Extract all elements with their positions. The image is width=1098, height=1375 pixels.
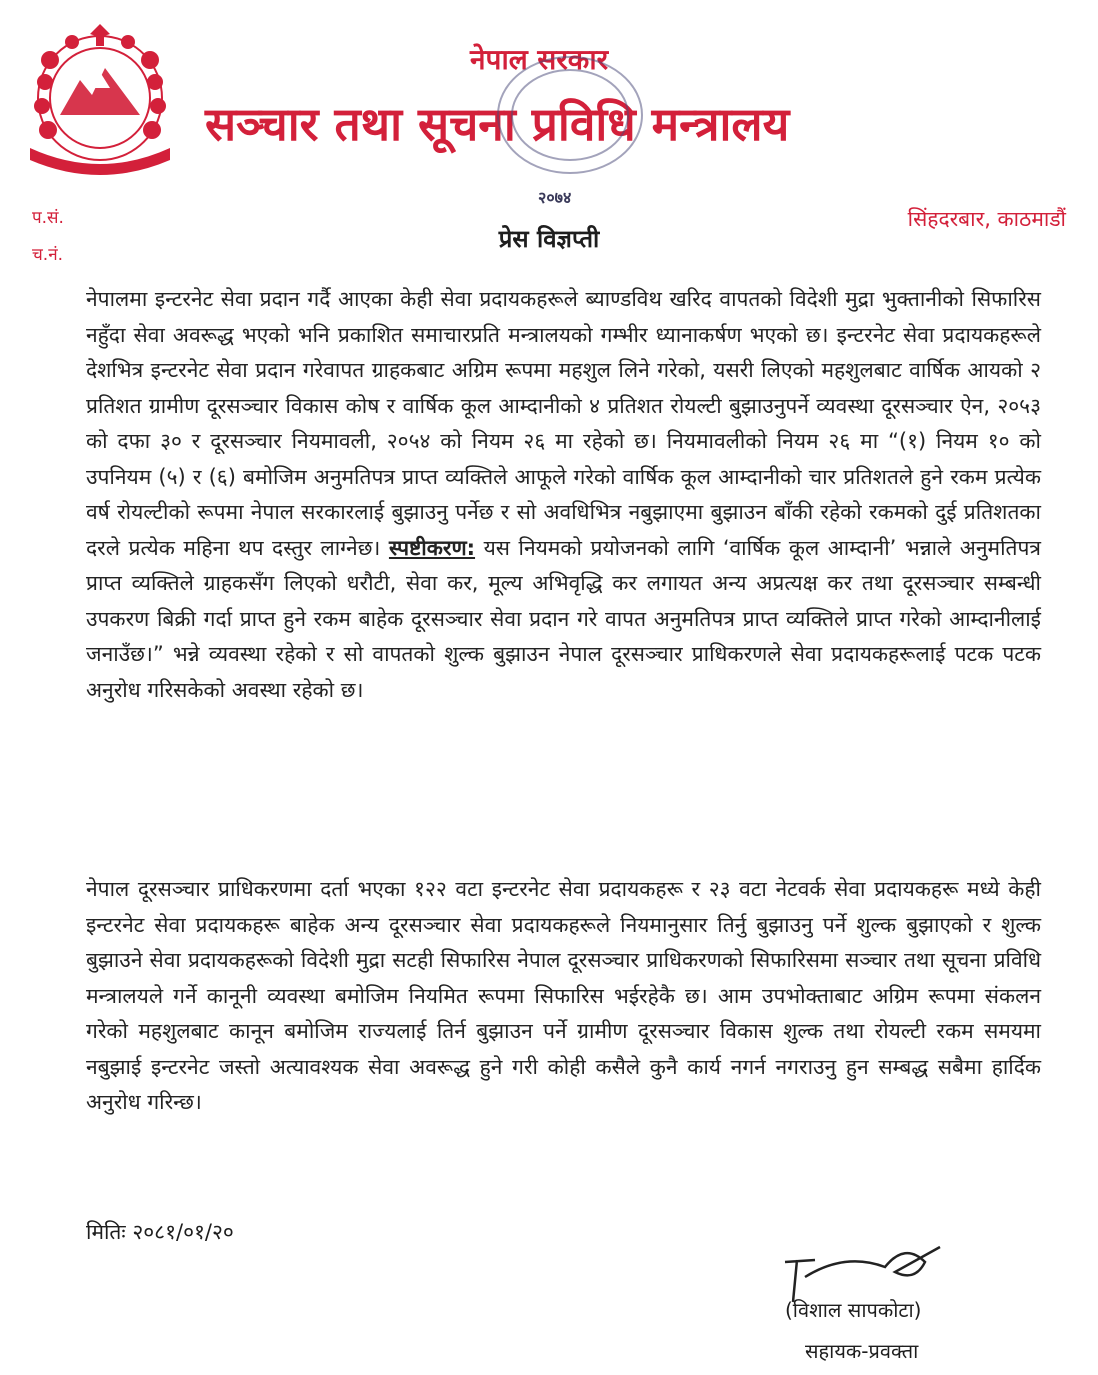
paragraph-1-text-a: नेपालमा इन्टरनेट सेवा प्रदान गर्दै आएका केही सेवा प्रदायकहरूले ब्याण्डविथ खरिद वापतको विदेशी मुद्रा भुक्तानीको सिफारिस नहुँदा सेवा अवरूद्ध भएको भनि प्रकाशित समाचारप्रति मन्त्रालयको गम्भीर ध्यानाकर्षण भएको छ। इन्टरनेट सेवा प्रदायकहरूले देशभित्र इन्टरनेट सेवा प्रदान गरेवापत ग्राहकबाट अग्रिम रूपमा महशुल लिने गरेको, यसरी लिएको महशुलबाट वार्षिक आयको २ प्रतिशत ग्रामीण दूरसञ्चार विकास कोष र वार्षिक कूल आम्दानीको ४ प्रतिशत रोयल्टी बुझाउनुपर्ने व्यवस्था दूरसञ्चार ऐन, २०५३ को दफा ३० र दूरसञ्चार नियमावली, २०५४ को नियम २६ मा रहेको छ। नियमावलीको नियम २६ मा “(१) नियम १० को उपनियम (५) र (६) बमोजिम अनुमतिपत्र प्राप्त व्यक्तिले आफूले गरेको वार्षिक कूल आम्दानीको चार प्रतिशतले हुने रकम प्रत्येक वर्ष रोयल्टीको रूपमा नेपाल सरकारलाई बुझाउनु पर्नेछ र सो अवधिभित्र नबुझाएमा बुझाउन बाँकी रहेको रकमको दुई प्रतिशतका दरले प्रत्येक महिना थप दस्तुर लाग्नेछ। [86, 287, 1041, 560]
ministry-name: सञ्चार तथा सूचना प्रविधि मन्त्रालय [205, 97, 790, 151]
government-name: नेपाल सरकार [470, 43, 609, 76]
page-title: प्रेस विज्ञप्ती [498, 225, 600, 253]
paragraph-1 [86, 282, 1041, 708]
reference-ps: प.सं. [32, 208, 64, 228]
signatory-name: (विशाल सापकोटा) [785, 1298, 922, 1322]
clarification-label: स्पष्टीकरण: [388, 535, 476, 560]
office-location: सिंहदरबार, काठमाडौं [907, 207, 1066, 231]
issue-date: मितिः २०८१/०१/२० [86, 1220, 234, 1244]
signatory-title: सहायक-प्रवक्ता [805, 1339, 919, 1363]
paragraph-2: नेपाल दूरसञ्चार प्राधिकरणमा दर्ता भएका १२२ वटा इन्टरनेट सेवा प्रदायकहरू र २३ वटा नेटवर्क सेवा प्रदायकहरू मध्ये केही इन्टरनेट सेवा प्रदायकहरू बाहेक अन्य दूरसञ्चार सेवा प्रदायकहरूले नियमानुसार तिर्नु बुझाउनु पर्ने शुल्क बुझाएको र शुल्क बुझाउने सेवा प्रदायकहरूको विदेशी मुद्रा सटही सिफारिस नेपाल दूरसञ्चार प्राधिकरणको सिफारिसमा सञ्चार तथा सूचना प्रविधि मन्त्रालयले गर्ने कानूनी व्यवस्था बमोजिम नियमित रूपमा सिफारिस भईरहेकै छ। आम उपभोक्ताबाट अग्रिम रूपमा संकलन गरेको महशुलबाट कानून बमोजिम राज्यलाई तिर्न बुझाउन पर्ने ग्रामीण दूरसञ्चार विकास शुल्क तथा रोयल्टी रकम समयमा नबुझाई इन्टरनेट जस्तो अत्यावश्यक सेवा अवरूद्ध हुने गरी कोही कसैले कुनै कार्य नगर्न नगराउनु हुन सम्बद्ध सबैमा हार्दिक अनुरोध गरिन्छ। [86, 877, 1041, 1114]
nepal-government-emblem-icon [20, 20, 180, 185]
stamp-year: २०७४ [538, 188, 572, 207]
office-stamp-icon [470, 50, 670, 200]
paragraph-1-text-b: यस नियमको प्रयोजनको लागि ‘वार्षिक कूल आम्दानी’ भन्नाले अनुमतिपत्र प्राप्त व्यक्तिले ग्राहकसँग लिएको धरौटी, सेवा कर, मूल्य अभिवृद्धि कर लगायत अन्य अप्रत्यक्ष कर तथा दूरसञ्चार सम्बन्धी उपकरण बिक्री गर्दा प्राप्त हुने रकम बाहेक दूरसञ्चार सेवा प्रदान गरे वापत अनुमतिपत्र प्राप्त व्यक्तिले प्राप्त गरेको आम्दानीलाई जनाउँछ।” भन्ने व्यवस्था रहेको र सो वापतको शुल्क बुझाउन नेपाल दूरसञ्चार प्राधिकरणले सेवा प्रदायकहरूलाई पटक पटक अनुरोध गरिसकेको अवस्था रहेको छ। [86, 535, 1041, 702]
reference-cn: च.नं. [32, 245, 64, 265]
